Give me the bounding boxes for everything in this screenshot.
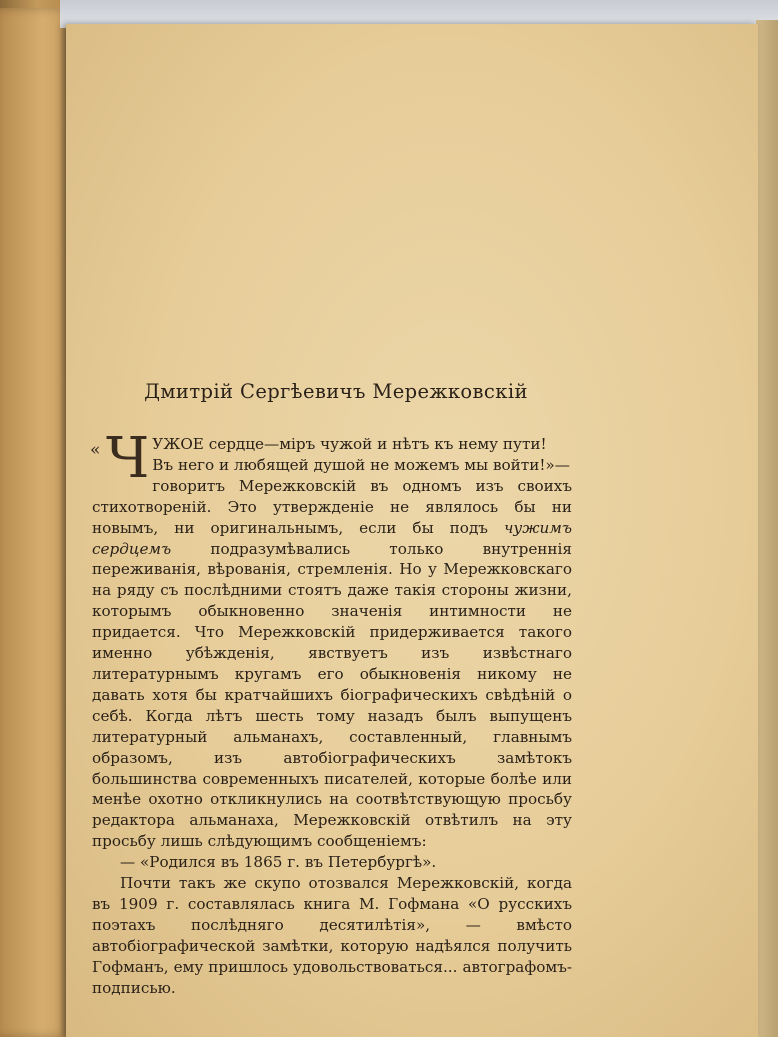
verse-line-1: УЖОЕ сердце—міръ чужой и нѣтъ къ нему пути! — [152, 435, 547, 453]
left-page-edge — [0, 8, 70, 1037]
opening-quote-mark: « — [90, 440, 101, 460]
closing-paragraph: Почти такъ же скупо отозвался Мережковскій, когда въ 1909 г. составлялась книга М. Гофмана «О русскихъ поэтахъ послѣдняго десятилѣтія», — вмѣсто автобіографической замѣтки, которую надѣялся получить Гофманъ, ему пришлось удовольствоваться... автографомъ-подписью. — [92, 874, 572, 997]
italic-phrase: чужимъ сердцемъ — [92, 518, 572, 558]
opening-paragraph — [90, 426, 572, 852]
drop-cap-letter: Ч — [106, 426, 150, 491]
right-page-edge — [756, 20, 778, 1037]
paragraph-text-part-2: подразумѣвались только внутреннія переживанія, вѣрованія, стремленія. Но у Мережковскаго на ряду съ послѣдними стоятъ даже такія стороны жизни, которымъ обыкновенно значенія интимности не придается. Что Мережковскій придерживается такого именно убѣжденія, явствуетъ изъ извѣстнаго литературнымъ кругамъ его обыкновенія никому не давать хотя бы кратчайшихъ біографическихъ свѣдѣній о себѣ. Когда лѣтъ шесть тому назадъ былъ выпущенъ литературный альманахъ, составленный, главнымъ образомъ, изъ автобіографическихъ замѣтокъ большинства современныхъ писателей, которые болѣе или менѣе охотно откликнулись на соотвѣтствующую просьбу редактора альманаха, Мережковскій отвѣтилъ на эту просьбу лишь слѣдующимъ сообщеніемъ: — [92, 539, 572, 851]
paragraph-text-part-1: говоритъ Мережковскій въ одномъ изъ своихъ стихотвореній. Это утвержденіе не являлось бы ни новымъ, ни оригинальнымъ, если бы подъ — [92, 476, 572, 537]
chapter-heading: Дмитрій Сергѣевичъ Мережковскій — [144, 380, 528, 403]
verse-line-2: Въ него и любящей душой не можемъ мы войти!»— — [152, 455, 570, 474]
quoted-answer: — «Родился въ 1865 г. въ Петербургѣ». — [120, 853, 437, 872]
body-text — [90, 426, 572, 998]
